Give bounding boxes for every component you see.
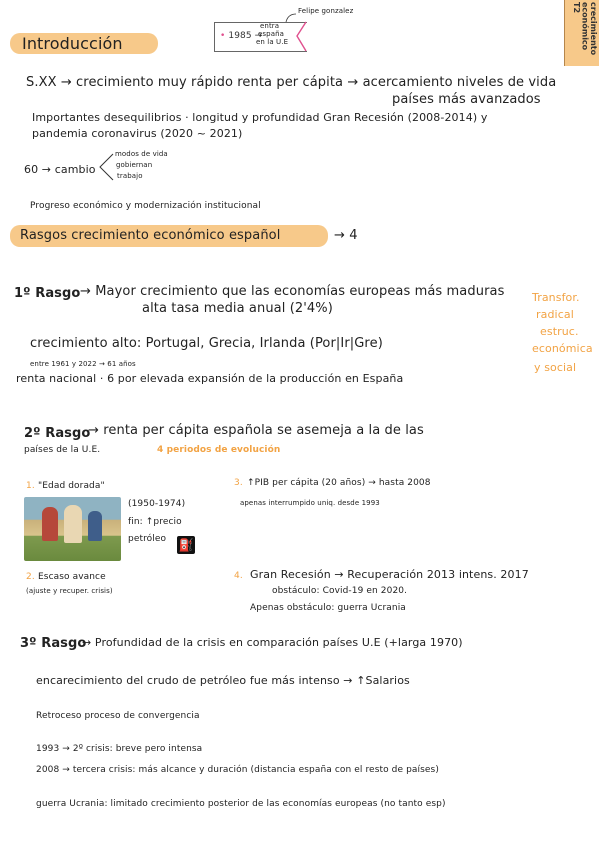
ribbon-line3: en la U.E bbox=[256, 38, 289, 46]
rasgo1-line3: crecimiento alto: Portugal, Grecia, Irlanda (Por|Ir|Gre) bbox=[30, 336, 383, 351]
tab-line2: económico bbox=[580, 2, 590, 51]
period4-line1: Gran Recesión → Recuperación 2013 intens. 2017 bbox=[250, 568, 529, 581]
cambio-item-3: trabajo bbox=[117, 172, 143, 180]
rasgo3-line4: 1993 → 2º crisis: breve pero intensa bbox=[36, 744, 203, 754]
intro-line1b: países más avanzados bbox=[392, 92, 541, 107]
topic-tab-label bbox=[567, 2, 597, 64]
rasgo1-line4: entre 1961 y 2022 → 61 años bbox=[30, 360, 136, 368]
rasgo1-line5: renta nacional · 6 por elevada expansión de la producción en España bbox=[16, 372, 404, 385]
bullet-icon: • bbox=[220, 31, 226, 41]
period4-line2: obstáculo: Covid-19 en 2020. bbox=[272, 586, 408, 596]
ribbon-year-row: • 1985 → bbox=[220, 31, 263, 41]
period1-fin: fin: ↑precio bbox=[128, 517, 182, 527]
rasgo3-line1: → Profundidad de la crisis en comparación países U.E (+larga 1970) bbox=[82, 636, 463, 649]
rasgo3-line5: 2008 → tercera crisis: más alcance y duración (distancia españa con el resto de países) bbox=[36, 765, 439, 775]
rasgo1-line1: → Mayor crecimiento que las economías europeas más maduras bbox=[80, 284, 505, 299]
ribbon-notch-icon bbox=[294, 21, 310, 52]
tab-line1: crecimiento bbox=[589, 2, 598, 56]
rasgo3-label: 3º Rasgo bbox=[20, 636, 87, 651]
rasgo3-line2: encarecimiento del crudo de petróleo fue más intenso → ↑Salarios bbox=[36, 674, 410, 687]
side-note-4: económica bbox=[532, 342, 593, 355]
ribbon-note: Felipe gonzalez bbox=[298, 7, 354, 15]
ribbon-line2: españa bbox=[258, 30, 285, 38]
rasgos-title: Rasgos crecimiento económico español bbox=[20, 228, 281, 243]
rasgo2-label: 2º Rasgo bbox=[24, 426, 91, 441]
period2-num: 2. bbox=[26, 572, 35, 582]
rasgo3-line3: Retroceso proceso de convergencia bbox=[36, 711, 200, 721]
period3-num: 3. bbox=[234, 478, 243, 488]
period4-num: 4. bbox=[234, 571, 243, 581]
edad-dorada-photo bbox=[24, 497, 121, 561]
oil-barrel-icon: ⛽ bbox=[178, 538, 194, 552]
tab-line3: T2 bbox=[572, 2, 582, 14]
side-note-5: y social bbox=[534, 361, 577, 374]
rasgos-count: → 4 bbox=[334, 228, 358, 243]
arrow-icon bbox=[284, 10, 298, 24]
period1-title: "Edad dorada" bbox=[38, 481, 105, 491]
intro-line2a: Importantes desequilibrios · longitud y profundidad Gran Recesión (2008-2014) y bbox=[32, 111, 488, 124]
period3-line1: ↑PIB per cápita (20 años) → hasta 2008 bbox=[247, 478, 431, 488]
cambio-item-1: modos de vida bbox=[115, 150, 168, 158]
rasgo1-line2: alta tasa media anual (2'4%) bbox=[142, 301, 333, 316]
side-note-3: estruc. bbox=[540, 325, 579, 338]
rasgo1-label: 1º Rasgo bbox=[14, 286, 81, 301]
period3-line2: apenas interrumpido uniq. desde 1993 bbox=[240, 499, 380, 507]
rasgo2-periodos: 4 periodos de evolución bbox=[157, 445, 281, 455]
intro-line2b: pandemia coronavirus (2020 ~ 2021) bbox=[32, 127, 243, 140]
topic-tab bbox=[564, 0, 599, 66]
cambio-item-2: gobiernan bbox=[116, 161, 153, 169]
period2-desc: (ajuste y recuper. crisis) bbox=[26, 587, 113, 595]
rasgo3-line6: guerra Ucrania: limitado crecimiento posterior de las economías europeas (no tanto esp) bbox=[36, 799, 446, 809]
side-note-1: Transfor. bbox=[532, 291, 580, 304]
intro-progreso: Progreso económico y modernización institucional bbox=[30, 201, 261, 211]
cambio-label: 60 → cambio bbox=[24, 163, 96, 176]
period4-line3: Apenas obstáculo: guerra Ucrania bbox=[250, 603, 406, 613]
period2-title: Escaso avance bbox=[38, 572, 106, 582]
intro-line1a: S.XX → crecimiento muy rápido renta per cápita → acercamiento niveles de vida bbox=[26, 75, 557, 90]
period1-petroleo: petróleo bbox=[128, 534, 167, 544]
ribbon-line1: entra bbox=[260, 22, 280, 30]
intro-title: Introducción bbox=[22, 34, 123, 53]
rasgo2-line1: → renta per cápita española se asemeja a la de las bbox=[88, 423, 424, 438]
period1-num: 1. bbox=[26, 481, 35, 491]
brace-icon bbox=[97, 152, 115, 182]
rasgo2-line2: países de la U.E. bbox=[24, 445, 101, 455]
period1-years: (1950-1974) bbox=[128, 499, 186, 509]
side-note-2: radical bbox=[536, 308, 574, 321]
ribbon-year: 1985 bbox=[228, 31, 252, 41]
